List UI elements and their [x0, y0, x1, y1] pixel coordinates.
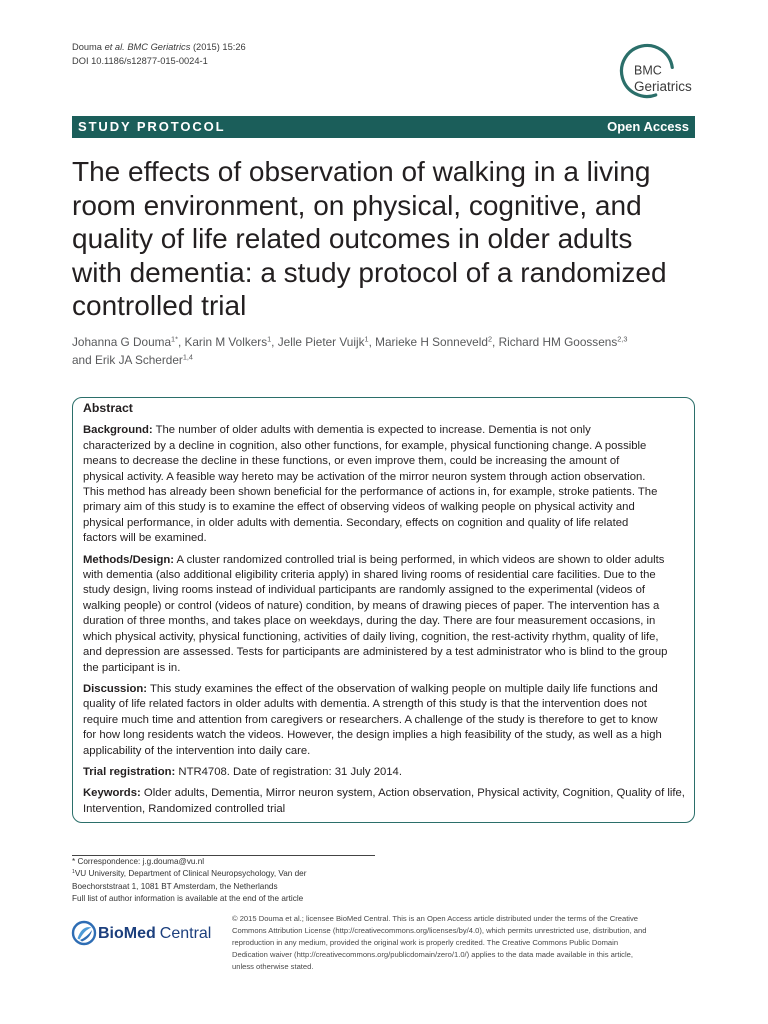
abstract-line: study design, living rooms instead of individual participants are randomly assigned to the experimental (videos of — [83, 584, 646, 597]
abstract-line — [83, 786, 694, 801]
license-line: Dedication waiver (http://creativecommons.org/publicdomain/zero/1.0/) applies to the data made available in this article, — [232, 950, 633, 959]
author-separator: , — [177, 335, 185, 349]
abstract-line — [83, 682, 694, 697]
affiliation-line — [72, 868, 306, 880]
journal-logo-line2: Geriatrics — [634, 79, 692, 94]
abstract-line: Intervention, Randomized controlled trial — [83, 802, 286, 815]
abstract-line: quality of life related factors in older adults with dementia. A strength of this study is that the intervention does not — [83, 698, 647, 711]
publisher-name-bold: BioMed — [98, 925, 156, 942]
abstract-methods — [83, 553, 694, 676]
license-statement — [232, 913, 646, 973]
article-type-banner — [72, 116, 695, 138]
methods-label: Methods/Design: — [83, 553, 175, 566]
abstract-heading: Abstract — [83, 401, 133, 415]
author-name: Erik JA Scherder — [94, 353, 183, 367]
author-line — [72, 351, 627, 369]
title-line: quality of life related outcomes in older adults — [72, 223, 633, 254]
author-conjunction: and — [72, 353, 95, 367]
author-name: Karin M Volkers — [184, 335, 268, 349]
abstract-line — [83, 553, 694, 568]
article-type: STUDY PROTOCOL — [78, 119, 226, 134]
background-label: Background: — [83, 424, 153, 437]
article-title — [72, 155, 667, 323]
author-separator: , — [492, 335, 499, 349]
license-line: unless otherwise stated. — [232, 962, 314, 971]
header-etal: et al. — [104, 42, 125, 52]
abstract-text: The number of older adults with dementia is expected to increase. Dementia is not only — [155, 424, 591, 437]
abstract-box — [72, 397, 695, 823]
abstract-line: for how long residents watch the videos. However, the design implies a high feasibility of the study, as well as a high — [83, 729, 662, 742]
author-affiliation-marker: 1 — [364, 334, 369, 344]
correspondence-email-link[interactable]: j.g.douma@vu.nl — [142, 857, 205, 866]
abstract-line: which physical activity, physical functioning, activities of daily living, cognition, the rest-activity rhythm, quality of life, — [83, 630, 659, 643]
author-affiliation-marker: 2,3 — [617, 334, 628, 344]
journal-logo-line1: BMC — [634, 63, 662, 78]
publisher-name-regular: Central — [159, 925, 212, 942]
author-affiliation-marker: 2 — [487, 334, 492, 344]
author-affiliation-marker: 1 — [267, 334, 272, 344]
abstract-line: applicability of the intervention into daily care. — [83, 744, 311, 757]
abstract-keywords — [83, 786, 694, 817]
abstract-line: with dementia (also additional eligibility criteria apply) in shared living rooms of residential care facilities. Due to the — [83, 569, 656, 582]
journal-logo — [610, 40, 710, 106]
abstract-line: characterized by a decline in cognition, also other functions, for example, physical functioning change. A possible — [83, 439, 647, 452]
abstract-text: NTR4708. Date of registration: 31 July 2014. — [178, 765, 402, 778]
header-author: Douma — [72, 42, 102, 52]
abstract-text: A cluster randomized controlled trial is being performed, in which videos are shown to older adults — [176, 553, 665, 566]
abstract-line: primary aim of this study is to examine the effect of observing videos of walking people on physical activity and — [83, 501, 635, 514]
license-line: reproduction in any medium, provided the original work is properly credited. The Creative Commons Public Domain — [232, 938, 619, 947]
abstract-background — [83, 423, 694, 546]
abstract-line: This method has already been shown beneficial for the performance of actions in, for example, stroke patients. The — [83, 486, 658, 499]
title-line: with dementia: a study protocol of a randomized — [72, 256, 667, 288]
author-affiliation-marker: 1,4 — [182, 352, 193, 362]
author-name: Jelle Pieter Vuijk — [277, 335, 365, 349]
discussion-label: Discussion: — [83, 682, 148, 695]
author-affiliation-marker: 1* — [171, 334, 178, 344]
author-name: Johanna G Douma — [72, 335, 172, 349]
abstract-line: walking people) or control (videos of nature) condition, by means of drawing pieces of paper. The intervention has a — [83, 599, 660, 612]
header-journal: BMC Geriatrics — [127, 42, 191, 52]
author-info-note: Full list of author information is available at the end of the article — [72, 893, 304, 903]
abstract-line — [83, 423, 694, 438]
abstract-line: physical activity. A feasible way hereto may be activation of the mirror neuron system through action observation. — [83, 470, 646, 483]
license-line: Commons Attribution License (http://creativecommons.org/licenses/by/4.0), which permits unrestricted use, distribution, and — [232, 926, 647, 935]
affiliation-text: VU University, Department of Clinical Neuropsychology, Van der — [74, 869, 307, 879]
title-line: room environment, on physical, cognitive, and — [72, 189, 642, 221]
abstract-text: Older adults, Dementia, Mirror neuron system, Action observation, Physical activity, Cognition, Quality of life, — [143, 787, 685, 800]
correspondence-label: * Correspondence: — [72, 857, 141, 866]
abstract-line: duration of three months, and takes place on weekdays, during the day. There are four measurement occasions, in — [83, 615, 656, 628]
abstract-line: means to decrease the decline in these functions, or even improve them, could be increasing the amount of — [83, 455, 620, 468]
author-name: Marieke H Sonneveld — [375, 335, 488, 349]
author-list — [72, 333, 627, 369]
abstract-line: the participant is in. — [83, 661, 181, 674]
author-separator: , — [271, 335, 278, 349]
abstract-line: factors will be examined. — [83, 532, 207, 545]
header-issue: (2015) 15:26 — [192, 42, 246, 52]
affiliation-line: Boechorststraat 1, 1081 BT Amsterdam, the Netherlands — [72, 881, 278, 891]
author-line — [72, 333, 627, 351]
abstract-discussion — [83, 682, 694, 759]
affiliation-marker: 1 — [72, 869, 75, 876]
publisher-name — [98, 925, 211, 942]
trial-registration-label: Trial registration: — [83, 765, 176, 778]
doi-line: DOI 10.1186/s12877-015-0024-1 — [72, 56, 208, 66]
correspondence-line — [72, 856, 306, 868]
abstract-line: and depression are assessed. Tests for participants are administered by a test administrator who is blind to the group — [83, 646, 668, 659]
open-access-label: Open Access — [607, 119, 689, 134]
author-name: Richard HM Goossens — [498, 335, 618, 349]
abstract-text: This study examines the effect of the observation of walking people on multiple daily life functions and — [149, 682, 658, 695]
citation-line — [72, 40, 246, 54]
abstract-line — [83, 765, 694, 780]
biomed-central-swoosh-icon — [73, 922, 95, 944]
license-line: © 2015 Douma et al.; licensee BioMed Central. This is an Open Access article distributed under the terms of the Creative — [232, 914, 639, 923]
keywords-label: Keywords: — [83, 787, 141, 800]
abstract-trial-registration — [83, 765, 694, 780]
author-separator: , — [368, 335, 376, 349]
running-header — [72, 40, 246, 68]
publisher-logo — [70, 918, 220, 948]
title-line: The effects of observation of walking in a living — [72, 156, 651, 187]
abstract-line: physical performance, in older adults with dementia. Secondary, effects on cognition and quality of life related — [83, 516, 629, 529]
abstract-line: require much time and attention from caregivers or researchers. A challenge of the study is therefore to get to know — [83, 713, 658, 726]
footnotes — [72, 856, 306, 905]
title-line: controlled trial — [72, 290, 247, 321]
